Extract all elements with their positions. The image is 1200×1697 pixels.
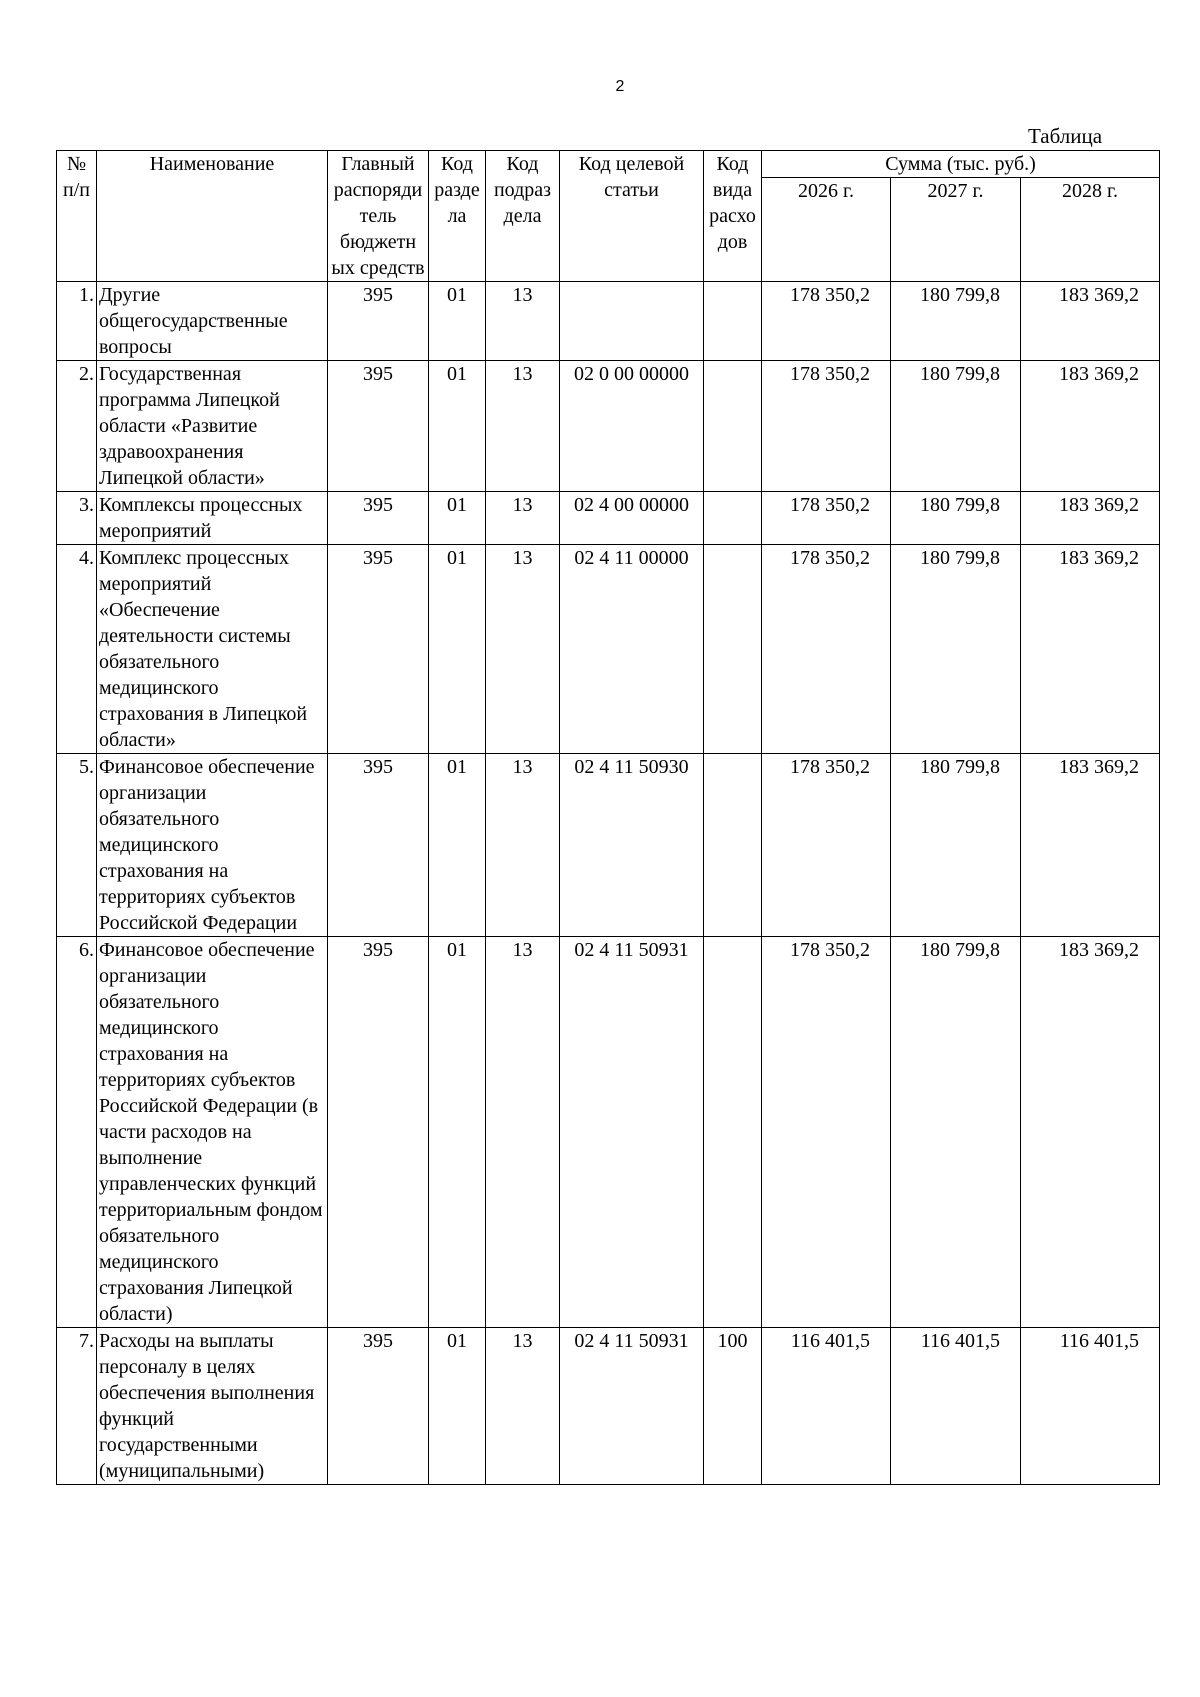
row-manager-code: 395: [328, 937, 429, 1328]
row-sum-2027: 180 799,8: [891, 545, 1021, 754]
row-number: 7.: [57, 1328, 97, 1485]
row-subsection-code: 13: [486, 1328, 560, 1485]
row-name: Другие общегосударственные вопросы: [97, 282, 328, 361]
header-sum: Сумма (тыс. руб.): [762, 151, 1160, 178]
table-row: [57, 282, 1160, 361]
row-target-code: 02 0 00 00000: [560, 361, 704, 492]
row-sum-2028: 116 401,5: [1021, 1328, 1160, 1485]
header-year-2027: 2027 г.: [891, 178, 1021, 282]
row-sum-2027: 180 799,8: [891, 754, 1021, 937]
row-subsection-code: 13: [486, 492, 560, 545]
header-num: № п/п: [57, 151, 97, 282]
row-section-code: 01: [429, 937, 486, 1328]
row-expense-type-code: [704, 282, 762, 361]
row-subsection-code: 13: [486, 361, 560, 492]
header-name: Наименование: [97, 151, 328, 282]
table-row: [57, 361, 1160, 492]
row-sum-2028: 183 369,2: [1021, 754, 1160, 937]
row-sum-2027: 180 799,8: [891, 492, 1021, 545]
row-sum-2026: 178 350,2: [762, 754, 891, 937]
row-subsection-code: 13: [486, 545, 560, 754]
row-section-code: 01: [429, 492, 486, 545]
row-name: Расходы на выплаты персоналу в целях обеспечения выполнения функций государственными (муниципальными): [97, 1328, 328, 1485]
header-target: Код целевой статьи: [560, 151, 704, 282]
header-expense-type: Код вида расхо дов: [704, 151, 762, 282]
row-subsection-code: 13: [486, 282, 560, 361]
header-section: Код разде ла: [429, 151, 486, 282]
row-section-code: 01: [429, 545, 486, 754]
row-manager-code: 395: [328, 545, 429, 754]
table-row: [57, 545, 1160, 754]
table-row: [57, 754, 1160, 937]
row-name: Комплекс процессных мероприятий «Обеспечение деятельности системы обязательного медицинского страхования в Липецкой области»: [97, 545, 328, 754]
row-section-code: 01: [429, 1328, 486, 1485]
row-number: 2.: [57, 361, 97, 492]
row-expense-type-code: 100: [704, 1328, 762, 1485]
row-number: 1.: [57, 282, 97, 361]
row-sum-2028: 183 369,2: [1021, 282, 1160, 361]
row-manager-code: 395: [328, 282, 429, 361]
row-sum-2026: 178 350,2: [762, 545, 891, 754]
row-target-code: [560, 282, 704, 361]
row-target-code: 02 4 11 00000: [560, 545, 704, 754]
row-number: 5.: [57, 754, 97, 937]
row-name: Государственная программа Липецкой области «Развитие здравоохранения Липецкой области»: [97, 361, 328, 492]
row-sum-2027: 180 799,8: [891, 282, 1021, 361]
row-target-code: 02 4 00 00000: [560, 492, 704, 545]
row-section-code: 01: [429, 361, 486, 492]
row-sum-2028: 183 369,2: [1021, 361, 1160, 492]
row-expense-type-code: [704, 937, 762, 1328]
row-number: 4.: [57, 545, 97, 754]
row-expense-type-code: [704, 545, 762, 754]
header-subsection: Код подраз дела: [486, 151, 560, 282]
row-sum-2027: 180 799,8: [891, 937, 1021, 1328]
row-sum-2027: 116 401,5: [891, 1328, 1021, 1485]
row-manager-code: 395: [328, 754, 429, 937]
row-name: Финансовое обеспечение организации обязательного медицинского страхования на территориях субъектов Российской Федерации: [97, 754, 328, 937]
table-caption: Таблица: [1028, 124, 1103, 148]
row-number: 3.: [57, 492, 97, 545]
row-name: Финансовое обеспечение организации обязательного медицинского страхования на территориях субъектов Российской Федерации (в части расходов на выполнение управленческих функций территориальным фондом обязательного медицинского страхования Липецкой области): [97, 937, 328, 1328]
row-manager-code: 395: [328, 492, 429, 545]
row-sum-2026: 178 350,2: [762, 361, 891, 492]
row-target-code: 02 4 11 50931: [560, 937, 704, 1328]
row-subsection-code: 13: [486, 937, 560, 1328]
row-sum-2026: 178 350,2: [762, 282, 891, 361]
row-expense-type-code: [704, 754, 762, 937]
row-name: Комплексы процессных мероприятий: [97, 492, 328, 545]
row-sum-2026: 178 350,2: [762, 492, 891, 545]
budget-table: [56, 150, 1160, 1485]
table-row: [57, 937, 1160, 1328]
header-year-2026: 2026 г.: [762, 178, 891, 282]
row-section-code: 01: [429, 282, 486, 361]
row-number: 6.: [57, 937, 97, 1328]
row-sum-2026: 116 401,5: [762, 1328, 891, 1485]
row-sum-2028: 183 369,2: [1021, 545, 1160, 754]
row-target-code: 02 4 11 50931: [560, 1328, 704, 1485]
row-expense-type-code: [704, 361, 762, 492]
header-year-2028: 2028 г.: [1021, 178, 1160, 282]
row-target-code: 02 4 11 50930: [560, 754, 704, 937]
header-manager: Главный распоряди тель бюджетн ых средств: [328, 151, 429, 282]
row-sum-2028: 183 369,2: [1021, 937, 1160, 1328]
row-manager-code: 395: [328, 361, 429, 492]
row-sum-2027: 180 799,8: [891, 361, 1021, 492]
row-section-code: 01: [429, 754, 486, 937]
table-row: [57, 492, 1160, 545]
row-subsection-code: 13: [486, 754, 560, 937]
row-expense-type-code: [704, 492, 762, 545]
row-sum-2028: 183 369,2: [1021, 492, 1160, 545]
row-manager-code: 395: [328, 1328, 429, 1485]
row-sum-2026: 178 350,2: [762, 937, 891, 1328]
table-row: [57, 1328, 1160, 1485]
page-number: 2: [615, 78, 625, 95]
